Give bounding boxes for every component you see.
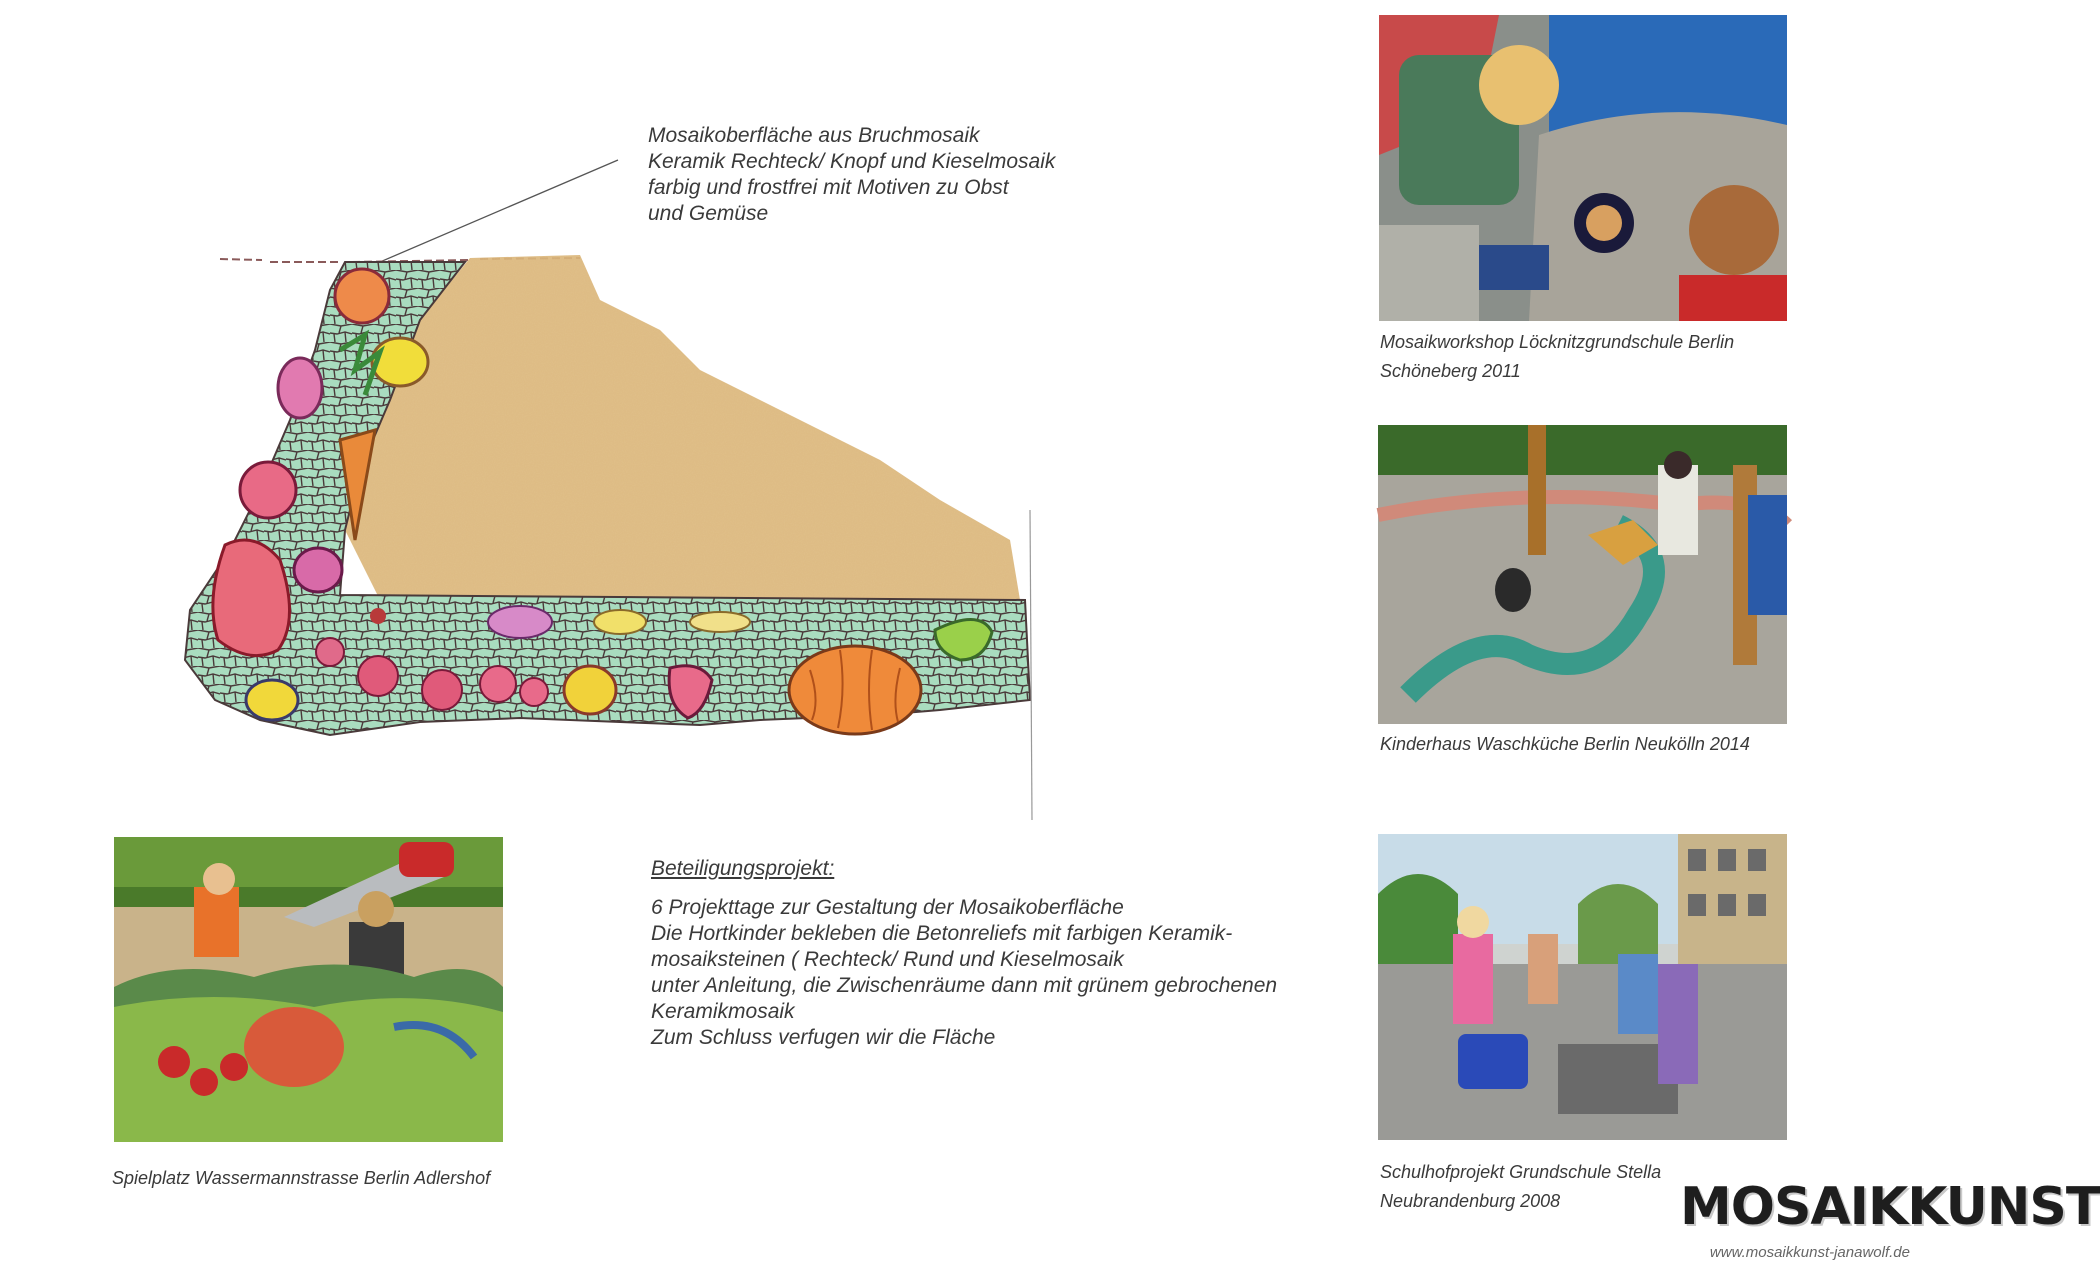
fruit-pepper xyxy=(564,666,616,714)
annotation-leader-line xyxy=(380,160,618,262)
fruit-lemon-bottom xyxy=(246,680,298,720)
project-description: 6 Projekttage zur Gestaltung der Mosaikoberfläche Die Hortkinder bekleben die Betonreliefs mit farbigen Keramik- mosaiksteinen ( Rechteck/ Rund und Kieselmosaik unter Anleitung, die Zwischenräume dann mit grünem gebrochenen Keramikmosaik Zum Schluss verfugen wir die Fläche xyxy=(651,896,1278,1049)
caption-schoeneberg: Mosaikworkshop Löcknitzgrundschule Berlin Schöneberg 2011 xyxy=(1380,332,1735,381)
veg-pumpkin xyxy=(789,646,921,734)
fruit-banana xyxy=(594,610,646,634)
fruit-pear xyxy=(278,358,322,418)
fruit-lemon-top xyxy=(372,338,428,386)
fruit-eggplant xyxy=(488,606,552,638)
material-annotation: Mosaikoberfläche aus Bruchmosaik Keramik Rechteck/ Knopf und Kieselmosaik farbig und frostfrei mit Motiven zu Obst und Gemüse xyxy=(648,124,1056,225)
mosaikkunst-logo xyxy=(1680,1176,2100,1238)
photo-neubrandenburg xyxy=(1378,834,1787,1140)
project-heading: Beteiligungsprojekt: xyxy=(651,857,835,880)
photo-adlershof xyxy=(114,837,503,1142)
logo-text: MOSAIKKUNST xyxy=(1680,1177,2100,1237)
fruit-radish xyxy=(294,548,342,592)
fruit-apple-orange xyxy=(335,269,389,323)
fruit-yellow-bean xyxy=(690,612,750,632)
caption-adlershof: Spielplatz Wassermannstrasse Berlin Adlershof xyxy=(112,1168,491,1188)
fruit-strawberry-large xyxy=(213,540,290,656)
caption-neubrandenburg: Schulhofprojekt Grundschule Stella Neubrandenburg 2008 xyxy=(1380,1162,1662,1211)
website-url[interactable]: www.mosaikkunst-janawolf.de xyxy=(1709,1244,1910,1261)
photo-neukoelln xyxy=(1378,425,1787,724)
photo-schoeneberg xyxy=(1379,15,1787,321)
fruit-plum xyxy=(240,462,296,518)
caption-neukoelln: Kinderhaus Waschküche Berlin Neukölln 2014 xyxy=(1380,734,1750,754)
